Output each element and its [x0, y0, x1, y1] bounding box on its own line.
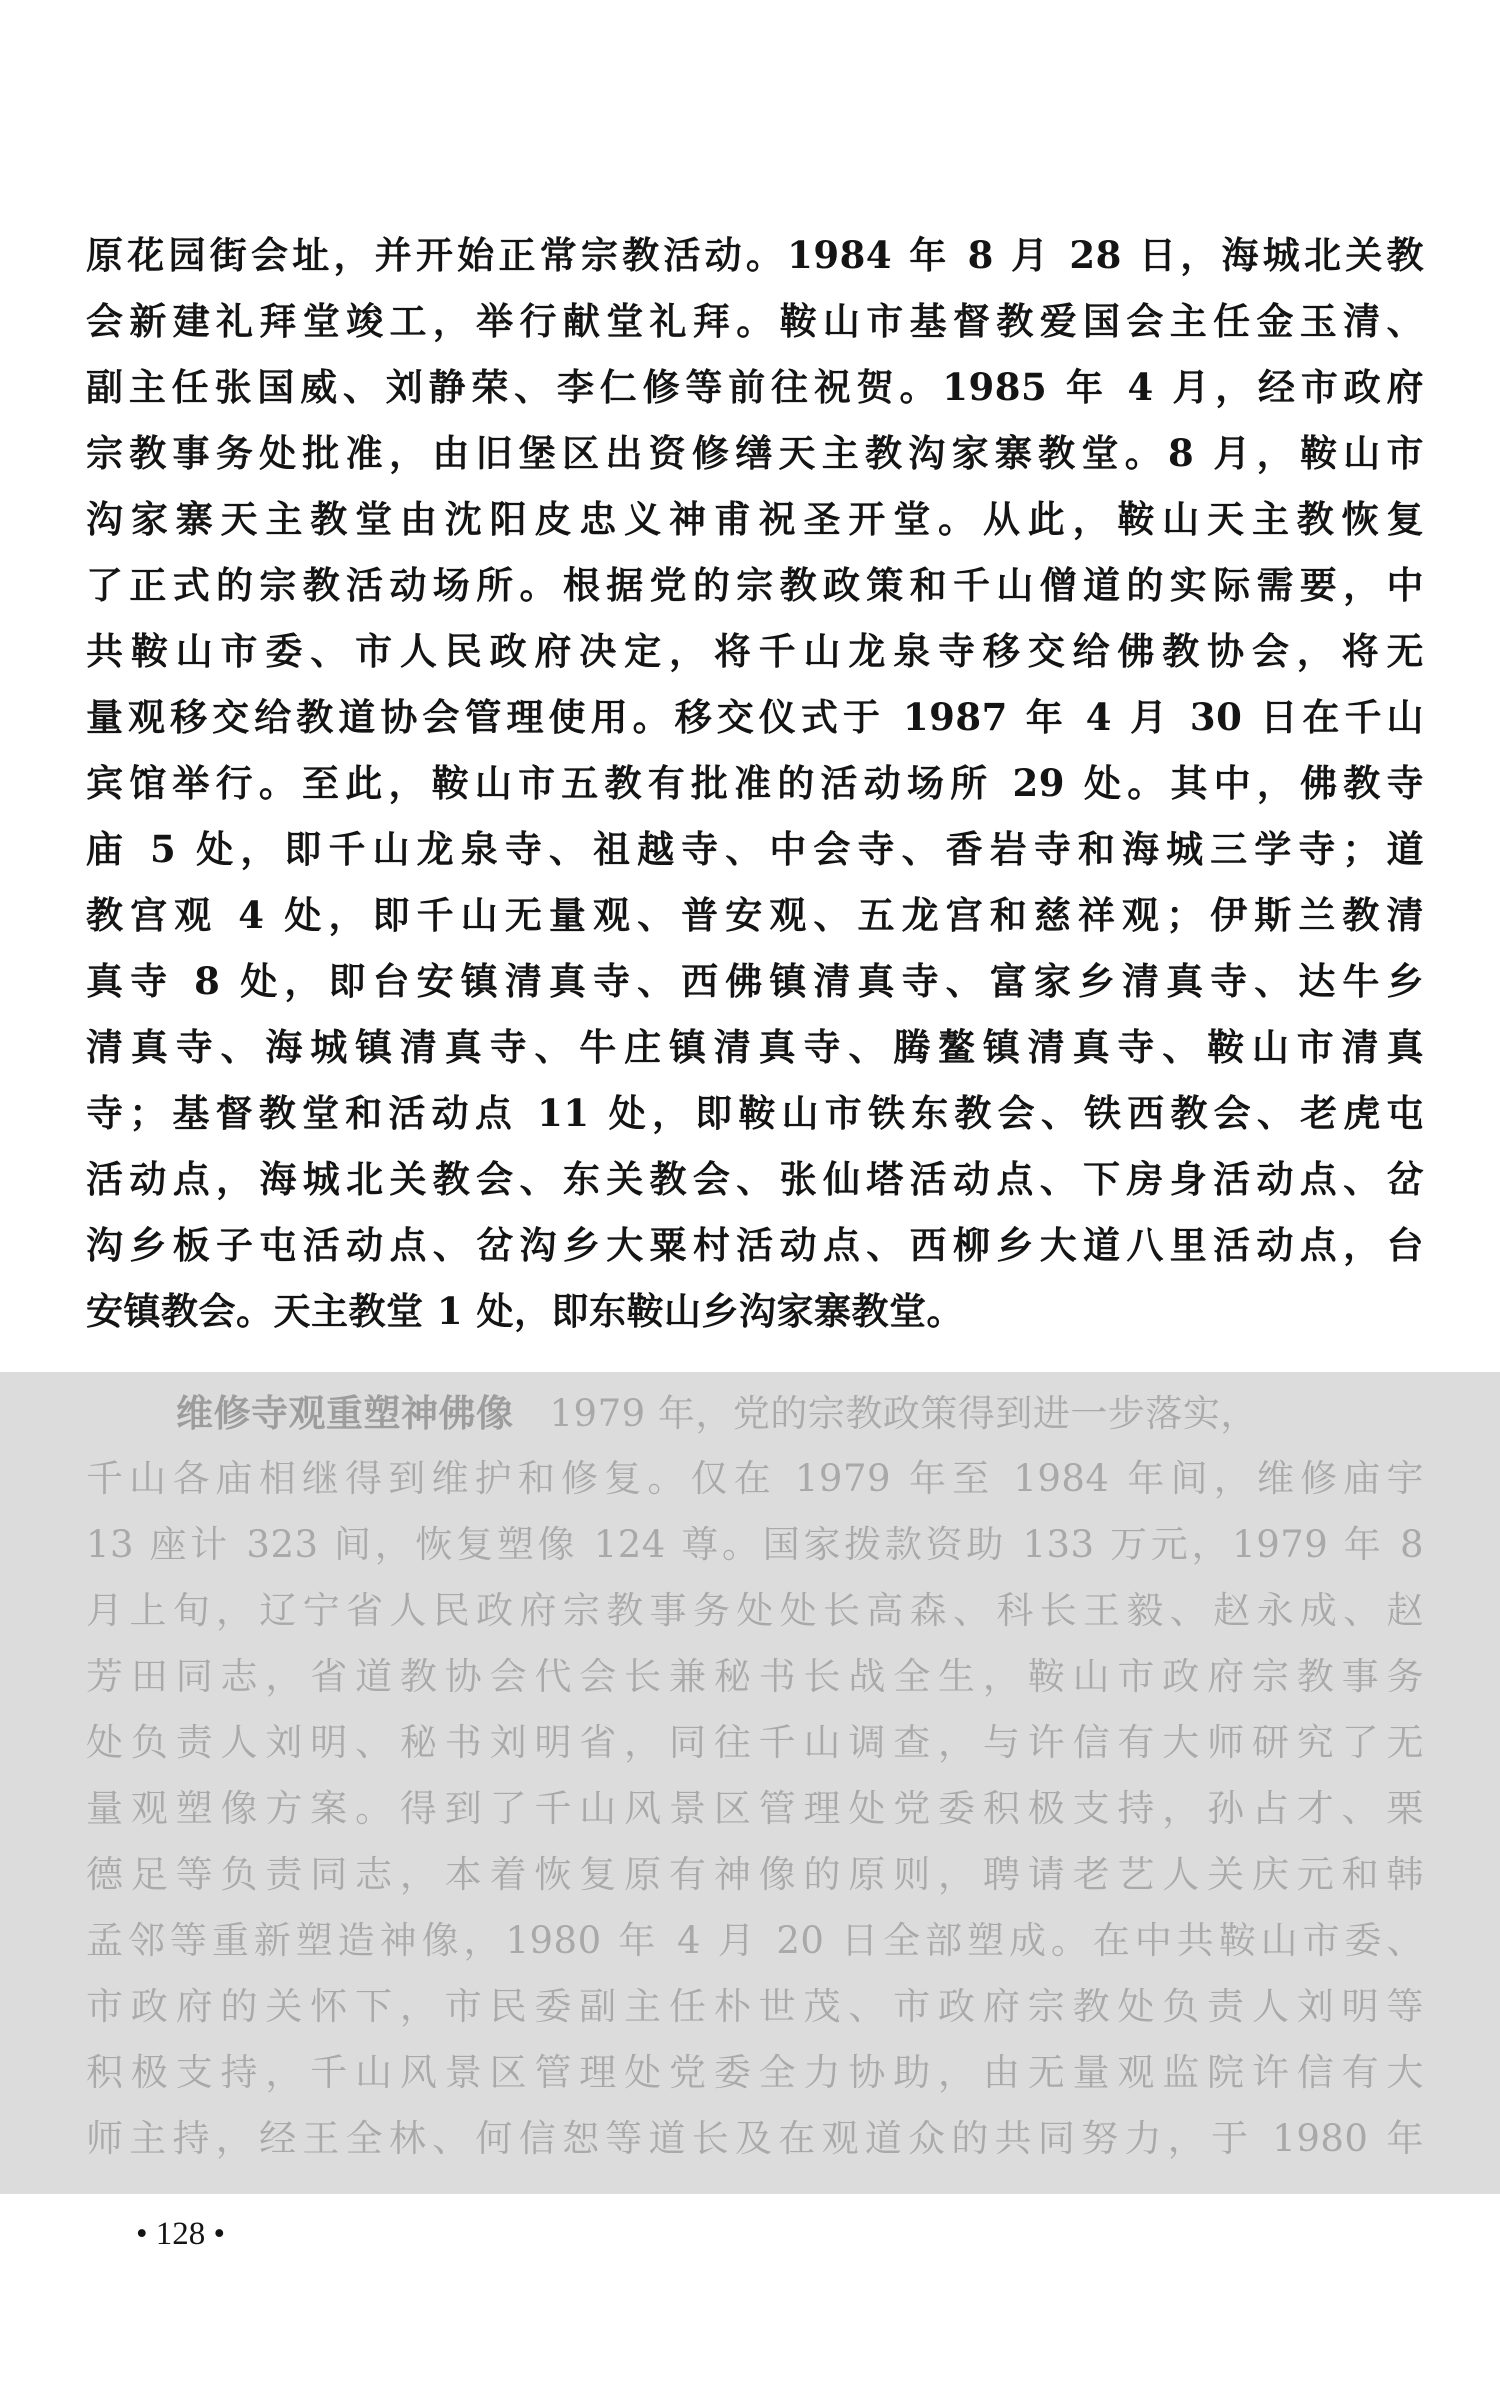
text-line: 芳田同志，省道教协会代会长兼秘书长战全生，鞍山市政府宗教事务 [86, 1655, 1424, 1698]
text-line: 了正式的宗教活动场所。根据党的宗教政策和千山僧道的实际需要，中 [86, 563, 1424, 607]
text-line: 量观塑像方案。得到了千山风景区管理处党委积极支持，孙占才、栗 [86, 1787, 1424, 1830]
text-line: 副主任张国威、刘静荣、李仁修等前往祝贺。1985 年 4 月，经市政府 [86, 365, 1424, 409]
first-line-text: 1979 年，党的宗教政策得到进一步落实， [549, 1392, 1258, 1435]
text-line: 处负责人刘明、秘书刘明省，同往千山调查，与许信有大师研究了无 [86, 1721, 1424, 1764]
page-number: • 128 • [136, 2216, 226, 2252]
text-line: 沟家寨天主教堂由沈阳皮忠义神甫祝圣开堂。从此，鞍山天主教恢复 [86, 497, 1424, 541]
text-line: 活动点，海城北关教会、东关教会、张仙塔活动点、下房身活动点、岔 [86, 1157, 1424, 1201]
text-line: 安镇教会。天主教堂 1 处，即东鞍山乡沟家寨教堂。 [86, 1289, 965, 1333]
text-line: 沟乡板子屯活动点、岔沟乡大粟村活动点、西柳乡大道八里活动点，台 [86, 1223, 1424, 1267]
text-line: 积极支持，千山风景区管理处党委全力协助，由无量观监院许信有大 [86, 2051, 1424, 2094]
text-line: 原花园街会址，并开始正常宗教活动。1984 年 8 月 28 日，海城北关教 [86, 233, 1424, 277]
text-line: 宗教事务处批准，由旧堡区出资修缮天主教沟家寨教堂。8 月，鞍山市 [86, 431, 1424, 475]
section-heading: 维修寺观重塑神佛像 [176, 1391, 514, 1435]
text-line: 量观移交给教道协会管理使用。移交仪式于 1987 年 4 月 30 日在千山 [86, 695, 1424, 739]
text-line: 孟邻等重新塑造神像，1980 年 4 月 20 日全部塑成。在中共鞍山市委、 [86, 1919, 1424, 1962]
text-line: 庙 5 处，即千山龙泉寺、祖越寺、中会寺、香岩寺和海城三学寺；道 [86, 827, 1424, 871]
text-line: 市政府的关怀下，市民委副主任朴世茂、市政府宗教处负责人刘明等 [86, 1985, 1424, 2028]
text-line: 寺；基督教堂和活动点 11 处，即鞍山市铁东教会、铁西教会、老虎屯 [86, 1091, 1424, 1135]
text-line: 13 座计 323 间，恢复塑像 124 尊。国家拨款资助 133 万元，1979 年 8 [86, 1523, 1424, 1566]
text-line: 会新建礼拜堂竣工，举行献堂礼拜。鞍山市基督教爱国会主任金玉清、 [86, 299, 1424, 343]
text-line: 月上旬，辽宁省人民政府宗教事务处处长高森、科长王毅、赵永成、赵 [86, 1589, 1424, 1632]
text-line: 师主持，经王全林、何信恕等道长及在观道众的共同努力，于 1980 年 [86, 2117, 1424, 2160]
text-line-first [86, 1380, 1424, 1446]
text-line: 德足等负责同志，本着恢复原有神像的原则，聘请老艺人关庆元和韩 [86, 1853, 1424, 1896]
body-paragraph-shaded [86, 1380, 1424, 2172]
text-line: 千山各庙相继得到维护和修复。仅在 1979 年至 1984 年间，维修庙宇 [86, 1457, 1424, 1500]
text-line: 真寺 8 处，即台安镇清真寺、西佛镇清真寺、富家乡清真寺、达牛乡 [86, 959, 1424, 1003]
text-line: 教宫观 4 处，即千山无量观、普安观、五龙宫和慈祥观；伊斯兰教清 [86, 893, 1424, 937]
body-paragraph-upper [86, 222, 1424, 1344]
text-line: 共鞍山市委、市人民政府决定，将千山龙泉寺移交给佛教协会，将无 [86, 629, 1424, 673]
text-line: 宾馆举行。至此，鞍山市五教有批准的活动场所 29 处。其中，佛教寺 [86, 761, 1424, 805]
text-line: 清真寺、海城镇清真寺、牛庄镇清真寺、腾鳌镇清真寺、鞍山市清真 [86, 1025, 1424, 1069]
